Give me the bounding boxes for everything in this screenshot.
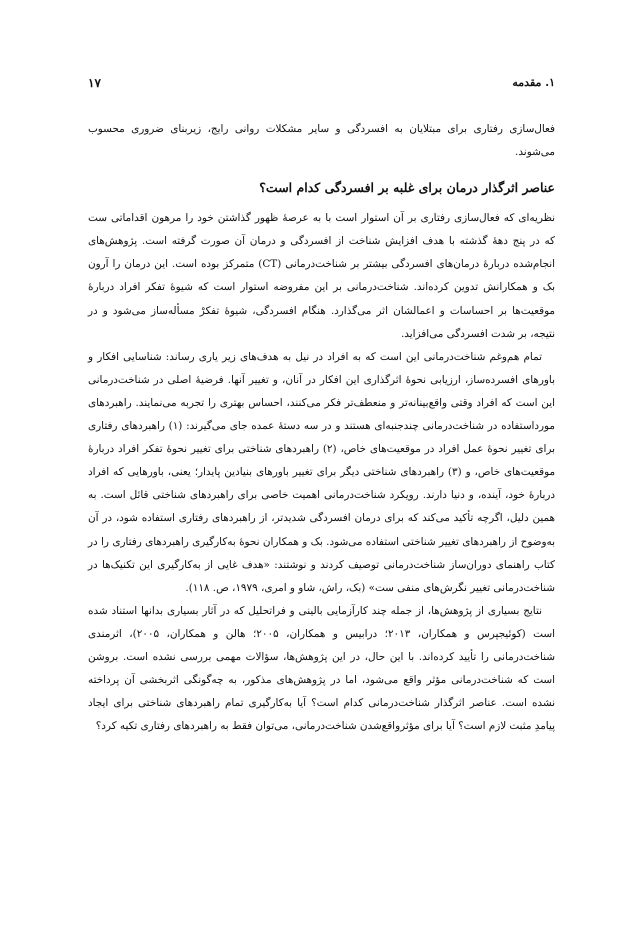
paragraph-cognitive-therapy: نظریه‌ای که فعال‌سازی رفتاری بر آن استوار است با به عرصهٔ ظهور گذاشتن خود را مرهون اقداماتی ست که در پنج دههٔ گذشته با هدف افزایش شناخت از افسردگی و درمان آن صورت گرفته است. پژوهش‌های انجام‌شده دربارهٔ درمان‌های افسردگی بیشتر بر شناخت‌درمانی (CT) متمرکز بوده است. این درمان را آرون بک و همکارانش تدوین کرده‌اند. شناخت‌درمانی بر این مفروضه استوار است که شیوهٔ تفکر افراد دربارهٔ موقعیت‌ها بر احساسات و اعمالشان اثر می‌گذارد. هنگام افسردگی، شیوهٔ تفکرْ مسأله‌ساز می‌شود و در نتیجه، بر شدت افسردگی می‌افزاید. bbox=[88, 212, 555, 340]
page-number: ۱۷ bbox=[88, 76, 101, 90]
body-text bbox=[88, 118, 555, 738]
running-head bbox=[88, 76, 555, 96]
paragraph-research-questions: نتایج بسیاری از پژوهش‌ها، از جمله چند کارآزمایی بالینی و فراتحلیل که در آثار بسیاری بدانها استناد شده است (کوئیجپرس و همکاران، ۲۰۱۳؛ درابیس و همکاران، ۲۰۰۵؛ هالن و همکاران، ۲۰۰۵)، اثرمندی شناخت‌درمانی را تأیید کرده‌اند. با این حال، در این پژوهش‌ها، سؤالات مهمی بررسی نشده است. بروشن است که شناخت‌درمانی مؤثر واقع می‌شود، اما در پژوهش‌های مذکور، به چه‌گونگی اثربخشی آن پرداخته نشده است. عناصر اثرگذار شناخت‌درمانی کدام است؟ آیا به‌کارگیری تمام راهبردهای شناختی برای ایجاد پیامدِ مثبت لازم است؟ آیا برای مؤثرواقع‌شدن شناخت‌درمانی، می‌توان فقط به راهبردهای رفتاری تکیه کرد؟ bbox=[88, 604, 555, 733]
paragraph-therapy-strategies: تمام هم‌وغم شناخت‌درمانی این است که به افراد در نیل به هدف‌های زیر یاری رساند: شناسایی افکار و باورهای افسرده‌ساز، ارزیابی نحوهٔ اثرگذاری این افکار در آنان، و تغییر آنها. فرضیهٔ اصلی در شناخت‌درمانی این است که افراد وقتی واقع‌بینانه‌تر و منعطف‌تر فکر می‌کنند، احساس بهتری را تجربه می‌نمایند. راهبردهای مورداستفاده در شناخت‌درمانی چندجنبه‌ای هستند و در سه دستهٔ عمده جای می‌گیرند: (۱) راهبردهای رفتاری برای تغییر نحوهٔ عمل افراد در موقعیت‌های خاص، (۲) راهبردهای شناختی برای تغییر نحوهٔ تفکر افراد دربارهٔ موقعیت‌های خاص، و (۳) راهبردهای شناختی دیگر برای تغییر باورهای بنیادین پایدار؛ یعنی، باورهایی که افراد دربارهٔ خود، آینده، و دنیا دارند. رویکرد شناخت‌درمانی اهمیت خاصی برای راهبردهای شناختی قائل است. به همین دلیل، اگرچه تأکید می‌کند که برای درمان افسردگی شدیدتر، از راهبردهای رفتاری استفاده شود، در آن به‌وضوح از راهبردهای تغییر شناختی استفاده می‌شود. بک و همکاران نحوهٔ به‌کارگیری راهبردهای رفتاری را در کتاب راهنمای دوران‌ساز شناخت‌درمانی توصیف کردند و نوشتند: «هدف غایی از به‌کارگیری این تکنیک‌ها در شناخت‌درمانی تغییر نگرش‌های منفی ست» (بک، راش، شاو و امری، ۱۹۷۹، ص. ۱۱۸). bbox=[88, 350, 556, 594]
chapter-running-title: ۱. مقدمه bbox=[512, 76, 555, 89]
intro-paragraph: فعال‌سازی رفتاری برای مبتلایان به افسردگی و سایر مشکلات روانی رایج، زیربنای ضروری محسوب می‌شوند. bbox=[88, 123, 555, 159]
section-heading: عناصر اثرگذار درمان برای غلبه بر افسردگی کدام است؟ bbox=[259, 180, 555, 196]
